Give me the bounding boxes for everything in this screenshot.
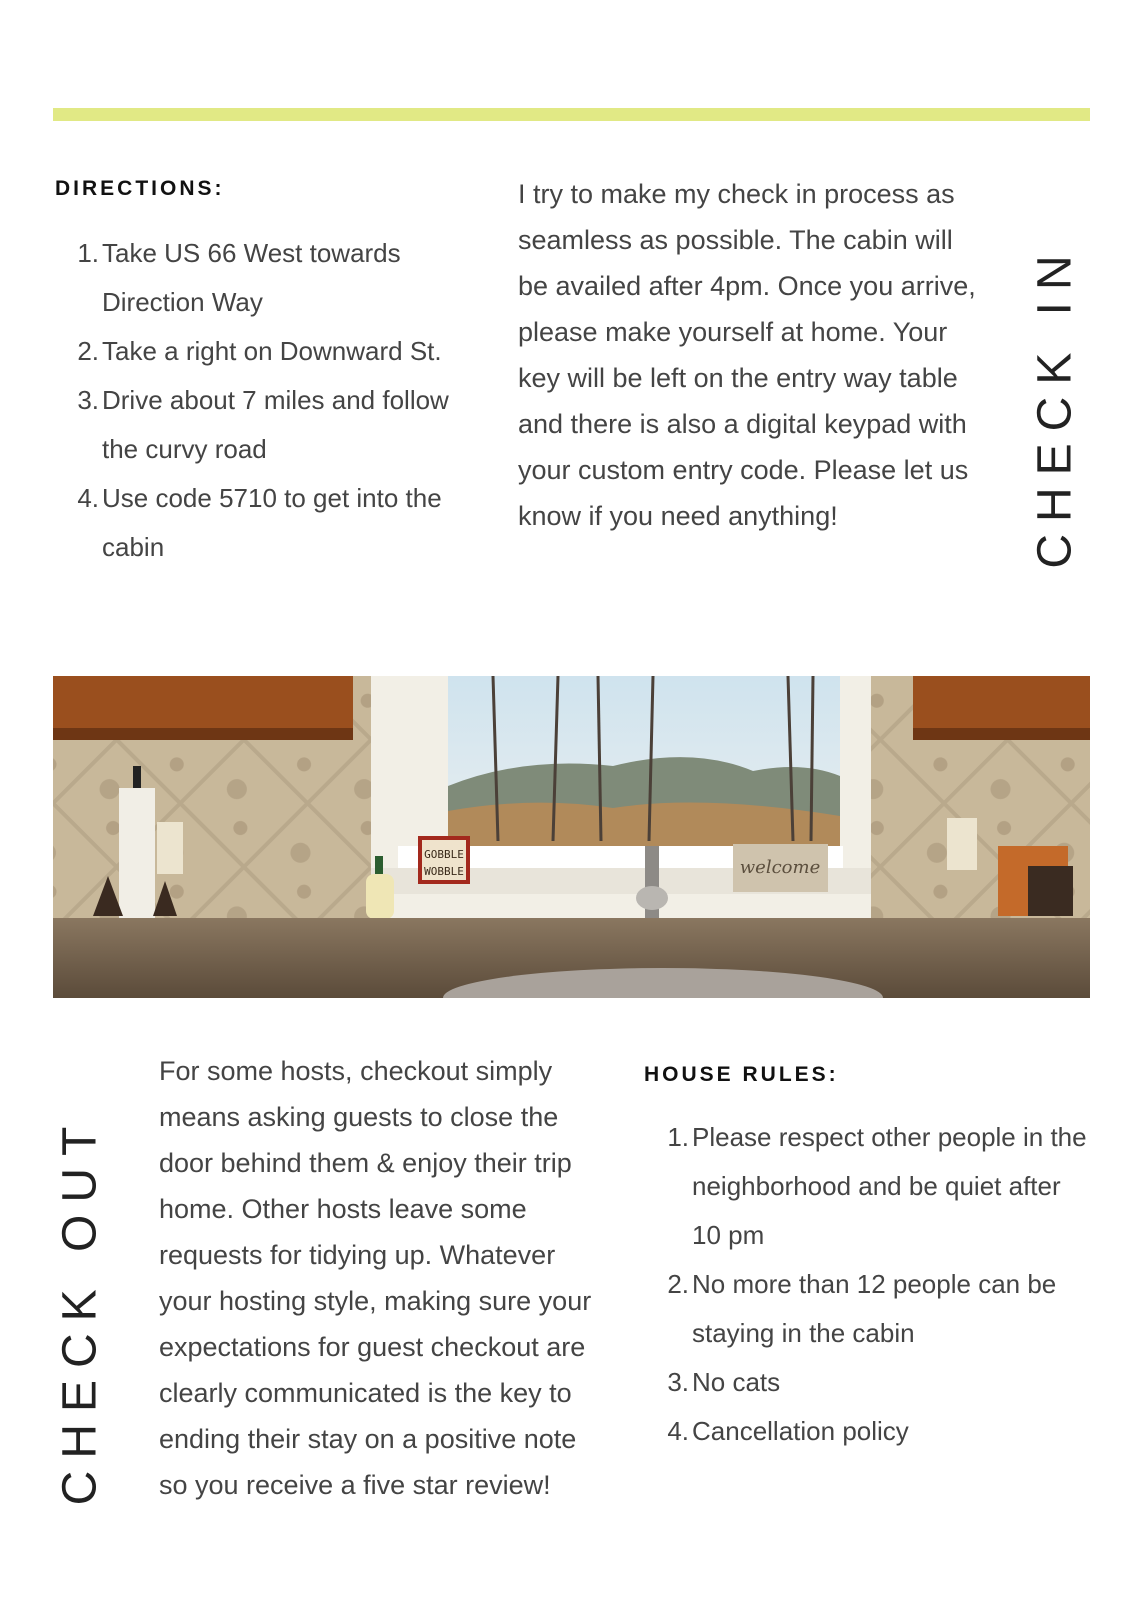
check-out-label: CHECK OUT bbox=[53, 1114, 107, 1506]
list-item: 1. Please respect other people in the neighborhood and be quiet after 10 pm bbox=[667, 1122, 1087, 1250]
directions-list bbox=[74, 229, 484, 572]
sign-welcome-text: welcome bbox=[739, 857, 821, 878]
list-item: 4. Cancellation policy bbox=[667, 1416, 909, 1446]
list-item: 3. No cats bbox=[667, 1367, 781, 1397]
check-out-paragraph: For some hosts, checkout simply means asking guests to close the door behind them & enjoy their trip home. Other hosts leave some requests for tidying up. Whatever your hosting style, making sure your expectations for guest checkout are clearly communicated is the key to ending their stay on a positive note so you receive a five star review! bbox=[159, 1056, 592, 1500]
check-in-paragraph: I try to make my check in process as seamless as possible. The cabin will be availed after 4pm. Once you arrive, please make yourself at home. Your key will be left on the entry way table and there is also a digital keypad with your custom entry code. Please let us know if you need anything! bbox=[518, 179, 976, 531]
kitchen-window-photo bbox=[53, 676, 1090, 998]
list-item: 2. No more than 12 people can be staying in the cabin bbox=[667, 1269, 1057, 1348]
house-rules-list bbox=[664, 1113, 1094, 1456]
sign-wobble-text: WOBBLE bbox=[424, 865, 464, 878]
accent-bar bbox=[53, 108, 1090, 121]
directions-heading: DIRECTIONS: bbox=[55, 177, 225, 200]
house-rules-heading: HOUSE RULES: bbox=[644, 1063, 839, 1086]
list-item: 2. Take a right on Downward St. bbox=[77, 336, 442, 366]
check-in-label: CHECK IN bbox=[1028, 243, 1082, 569]
list-item: 1. Take US 66 West towards Direction Way bbox=[77, 238, 401, 317]
sign-gobble-text: GOBBLE bbox=[424, 848, 464, 861]
list-item: 3. Drive about 7 miles and follow the curvy road bbox=[77, 385, 449, 464]
list-item: 4. Use code 5710 to get into the cabin bbox=[77, 483, 442, 562]
